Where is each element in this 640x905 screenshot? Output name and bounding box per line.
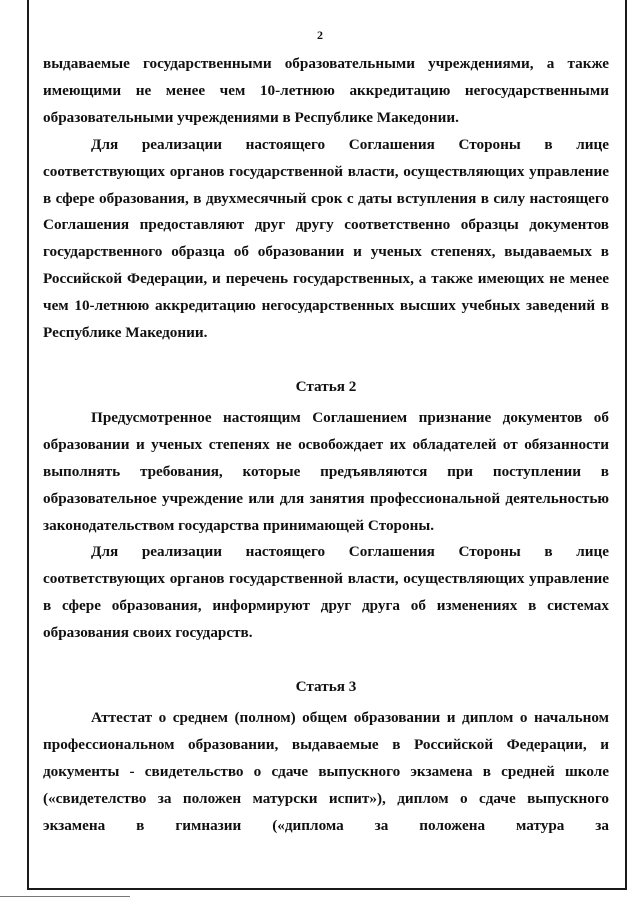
article-2-paragraph-2: Для реализации настоящего Соглашения Стороны в лице соответствующих органов государственной власти, осуществляющих управление в сфере образования, информируют друг друга об изменениях в системах образования своих государств. xyxy=(43,543,609,642)
article-3-heading: Статья 3 xyxy=(295,678,357,696)
spacer xyxy=(43,647,609,674)
page-number: 2 xyxy=(317,28,323,42)
document-body xyxy=(43,51,609,839)
paragraph-implementation-exchange: Для реализации настоящего Соглашения Стороны в лице соответствующих органов государственной власти, осуществляющих управление в сфере образования, в двухмесячный срок с даты вступления в силу настоящего Соглашения предоставляют друг другу соответственно образцы документов государственного образца об образовании и ученых степенях, выдаваемых в Российской Федерации, и перечень государственных, а также имеющих не менее чем 10-летнюю аккредитацию негосударственных высших учебных заведений в Республике Македонии. xyxy=(43,135,609,342)
article-3-paragraph-1: Аттестат о среднем (полном) общем образовании и диплом о начальном профессиональном образовании, выдаваемые в Российской Федерации, и документы - свидетельство о сдаче выпускного экзамена в средней школе («свидетелство за положен матурски испит»), диплом о сдаче выпускного экзамена в гимназии («диплома за положена матура за xyxy=(43,708,609,834)
page-frame-right-border xyxy=(625,0,627,890)
paragraph-continuation: выдаваемые государственными образовательными учреждениями, а также имеющими не менее чем 10-летнюю аккредитацию негосударственными образовательными учреждениями в Республике Македонии. xyxy=(43,55,609,126)
page-frame-bottom-border xyxy=(27,888,627,890)
scan-artifact-line xyxy=(0,896,130,897)
page-frame-left-border xyxy=(27,0,29,890)
article-2-heading: Статья 2 xyxy=(295,377,357,395)
spacer xyxy=(43,347,609,374)
article-2-paragraph-1: Предусмотренное настоящим Соглашением признание документов об образовании и ученых степенях не освобождает их обладателей от обязанности выполнять требования, которые предъявляются при поступлении в образовательное учреждение или для занятия профессиональной деятельностью законодательством государства принимающей Стороны. xyxy=(43,408,609,534)
